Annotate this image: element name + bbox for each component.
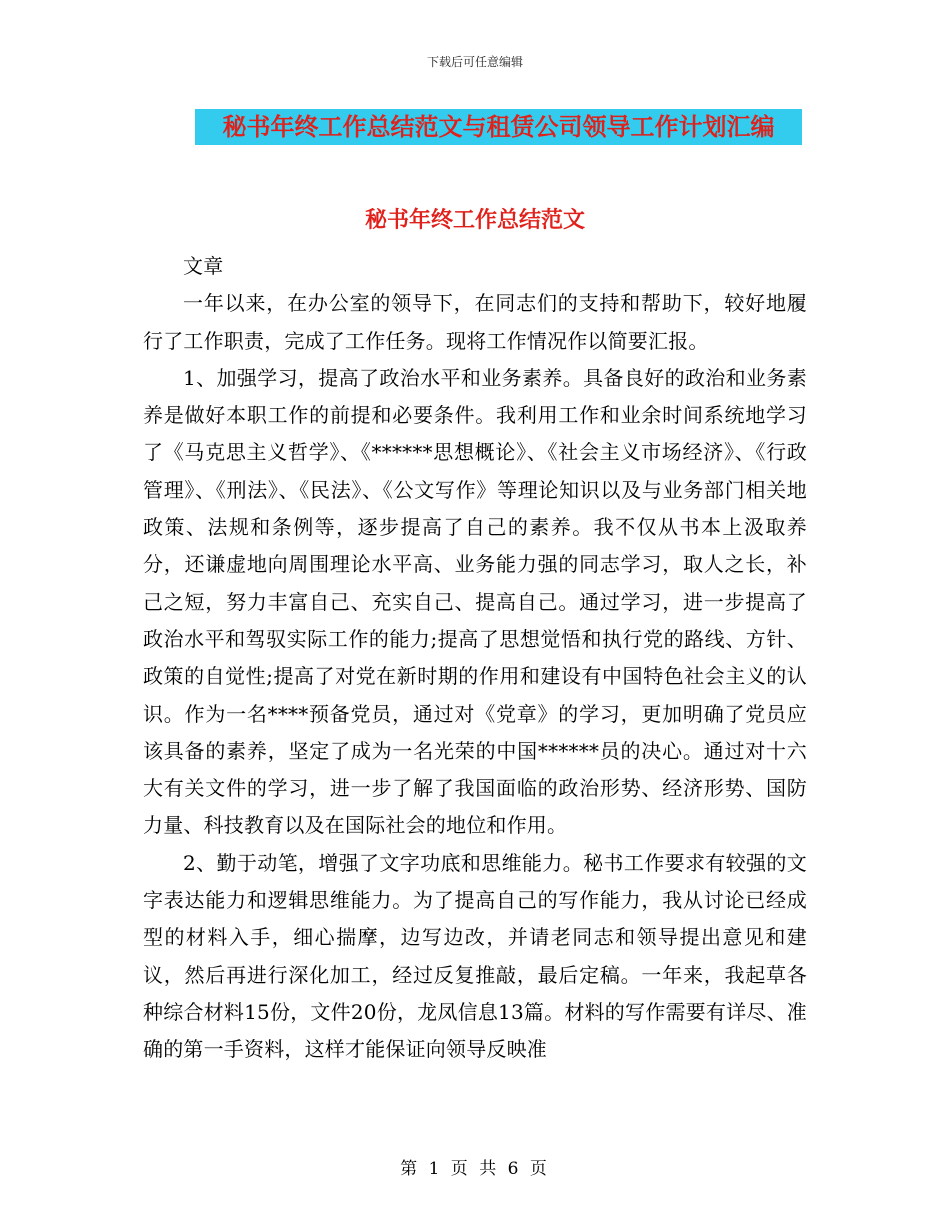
paragraph-writing: 2、勤于动笔，增强了文字功底和思维能力。秘书工作要求有较强的文字表达能力和逻辑思维能力。为了提高自己的写作能力，我从讨论已经成型的材料入手，细心揣摩，边写边改，并请老同志和领导提出意见和建议，然后再进行深化加工，经过反复推敲，最后定稿。一年来，我起草各种综合材料15份，文件20份，龙凤信息13篇。材料的写作需要有详尽、准确的第一手资料，这样才能保证向领导反映准	[143, 850, 807, 1062]
section-title: 秘书年终工作总结范文	[364, 208, 585, 233]
paragraph-label: 文章	[183, 254, 224, 278]
paragraph-intro: 一年以来，在办公室的领导下，在同志们的支持和帮助下，较好地履行了工作职责，完成了工作任务。现将工作情况作以简要汇报。	[143, 291, 807, 353]
page-footer: 第 1 页 共 6 页	[400, 1159, 550, 1179]
document-body	[143, 248, 807, 1069]
document-title: 秘书年终工作总结范文与租赁公司领导工作计划汇编	[222, 113, 775, 141]
paragraph-study: 1、加强学习，提高了政治水平和业务素养。具备良好的政治和业务素养是做好本职工作的前提和必要条件。我利用工作和业余时间系统地学习了《马克思主义哲学》、《******思想概论》、《社会主义市场经济》、《行政管理》、《刑法》、《民法》、《公文写作》等理论知识以及与业务部门相关地政策、法规和条例等，逐步提高了自己的素养。我不仅从书本上汲取养分，还谦虚地向周围理论水平高、业务能力强的同志学习，取人之长，补己之短，努力丰富自己、充实自己、提高自己。通过学习，进一步提高了政治水平和驾驭实际工作的能力;提高了思想觉悟和执行党的路线、方针、政策的自觉性;提高了对党在新时期的作用和建设有中国特色社会主义的认识。作为一名****预备党员，通过对《党章》的学习，更加明确了党员应该具备的素养，坚定了成为一名光荣的中国******员的决心。通过对十六大有关文件的学习，进一步了解了我国面临的政治形势、经济形势、国防力量、科技教育以及在国际社会的地位和作用。	[143, 365, 807, 838]
page-header-note: 下载后可任意编辑	[426, 55, 523, 69]
